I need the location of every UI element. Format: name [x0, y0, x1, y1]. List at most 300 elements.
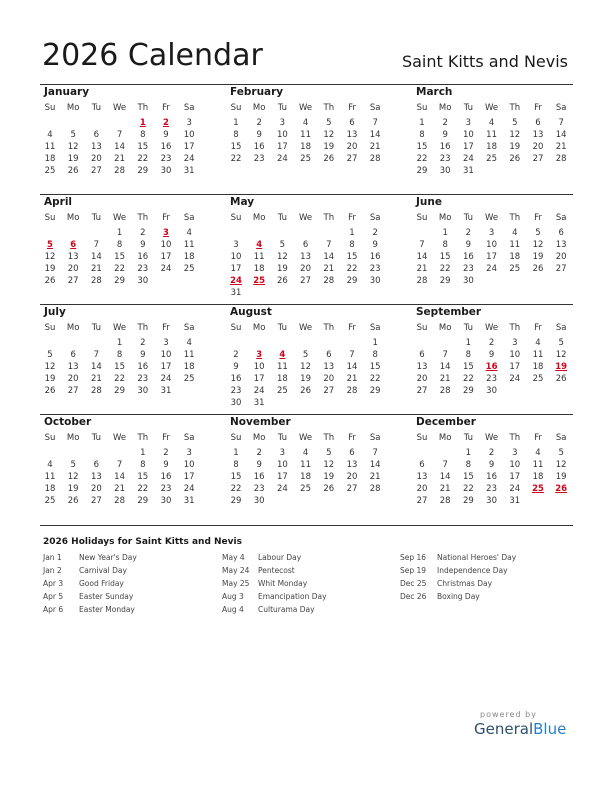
day-cell: 22: [462, 484, 474, 494]
day-cell: 8: [140, 130, 146, 140]
weekday-label: Fr: [162, 213, 170, 223]
holiday-date: Aug 3: [222, 592, 244, 601]
day-cell: 8: [442, 240, 448, 250]
day-cell: 28: [439, 386, 451, 396]
day-cell: 29: [137, 166, 149, 176]
holiday-name: Christmas Day: [437, 579, 493, 588]
day-cell: 23: [253, 154, 265, 164]
holiday-name: Independence Day: [437, 566, 508, 575]
holiday-day-cell: 25: [532, 484, 544, 494]
day-cell: 29: [114, 276, 125, 286]
weekday-label: Tu: [463, 213, 474, 223]
day-cell: 3: [279, 448, 286, 458]
day-cell: 23: [462, 264, 474, 274]
day-cell: 1: [233, 118, 239, 128]
day-cell: 31: [253, 398, 265, 408]
weekday-label: Tu: [463, 433, 474, 443]
month-name: May: [230, 196, 255, 208]
brand-blue: Blue: [533, 720, 567, 738]
day-cell: 29: [439, 276, 451, 286]
day-cell: 17: [183, 472, 195, 482]
weekday-label: Sa: [183, 103, 195, 113]
day-cell: 7: [93, 350, 100, 360]
weekday-label: Su: [230, 433, 242, 443]
day-cell: 22: [439, 264, 451, 274]
day-cell: 17: [509, 472, 521, 482]
day-cell: 15: [346, 252, 358, 262]
day-cell: 22: [230, 154, 242, 164]
holiday-date: Aug 4: [222, 605, 244, 614]
day-cell: 25: [183, 264, 195, 274]
brand-general: General: [474, 720, 534, 738]
day-cell: 29: [346, 276, 358, 286]
powered-by-text: powered by: [480, 710, 537, 719]
month-name: October: [44, 416, 92, 428]
weekday-label: Fr: [348, 433, 356, 443]
holiday-name: Culturama Day: [258, 605, 315, 614]
day-cell: 6: [349, 448, 355, 458]
day-cell: 21: [369, 142, 381, 152]
weekday-label: Th: [137, 433, 149, 443]
day-cell: 24: [276, 484, 288, 494]
day-cell: 4: [512, 228, 518, 238]
weekday-label: Sa: [369, 433, 381, 443]
day-cell: 23: [160, 154, 172, 164]
day-cell: 4: [47, 130, 53, 140]
day-cell: 4: [488, 118, 495, 128]
holiday-day-cell: 2: [163, 118, 169, 128]
day-cell: 12: [67, 142, 79, 152]
weekday-label: Su: [44, 213, 56, 223]
weekday-label: Su: [416, 213, 428, 223]
day-cell: 9: [488, 460, 495, 470]
day-cell: 13: [555, 240, 567, 250]
divider: [40, 525, 573, 526]
day-cell: 27: [67, 276, 79, 286]
day-cell: 27: [532, 154, 544, 164]
day-cell: 28: [90, 276, 102, 286]
holiday-date: Jan 1: [43, 553, 62, 562]
day-cell: 4: [186, 338, 192, 348]
day-cell: 24: [253, 386, 265, 396]
day-cell: 1: [233, 448, 239, 458]
day-cell: 12: [555, 350, 567, 360]
day-cell: 19: [276, 264, 288, 274]
day-cell: 4: [535, 338, 541, 348]
month-name: September: [416, 306, 482, 318]
holiday-day-cell: 16: [485, 362, 498, 372]
day-cell: 13: [67, 362, 79, 372]
day-cell: 15: [416, 142, 428, 152]
holiday-day-cell: 19: [555, 362, 568, 372]
day-cell: 12: [509, 130, 521, 140]
day-cell: 26: [67, 496, 79, 506]
day-cell: 24: [160, 264, 172, 274]
day-cell: 26: [276, 276, 288, 286]
day-cell: 11: [532, 350, 544, 360]
day-cell: 25: [486, 154, 497, 164]
day-cell: 24: [486, 264, 497, 274]
day-cell: 13: [90, 142, 102, 152]
day-cell: 30: [462, 276, 474, 286]
day-cell: 11: [486, 130, 497, 140]
day-cell: 13: [323, 362, 335, 372]
day-cell: 30: [160, 166, 172, 176]
weekday-label: We: [113, 103, 127, 113]
generalblue-logo[interactable]: [474, 720, 566, 738]
weekday-label: Mo: [252, 323, 266, 333]
weekday-label: Su: [416, 433, 428, 443]
day-cell: 24: [509, 484, 521, 494]
day-cell: 23: [230, 386, 242, 396]
weekday-label: Tu: [463, 323, 474, 333]
day-cell: 14: [416, 252, 428, 262]
weekday-label: We: [113, 213, 127, 223]
day-cell: 30: [369, 276, 381, 286]
day-cell: 15: [137, 142, 149, 152]
day-cell: 5: [558, 338, 564, 348]
weekday-label: Sa: [369, 213, 381, 223]
day-cell: 29: [462, 496, 474, 506]
holiday-day-cell: 24: [230, 276, 242, 286]
day-cell: 10: [230, 252, 242, 262]
day-cell: 19: [44, 264, 56, 274]
holiday-day-cell: 6: [70, 240, 77, 250]
weekday-label: Mo: [438, 103, 452, 113]
day-cell: 5: [70, 460, 76, 470]
holiday-name: Good Friday: [79, 579, 124, 588]
day-cell: 1: [349, 228, 355, 238]
day-cell: 8: [233, 460, 239, 470]
holiday-name: Labour Day: [258, 553, 302, 562]
day-cell: 19: [67, 484, 79, 494]
day-cell: 4: [47, 460, 53, 470]
weekday-label: Th: [509, 103, 521, 113]
day-cell: 15: [137, 472, 149, 482]
day-cell: 21: [90, 264, 102, 274]
weekday-label: Fr: [534, 433, 542, 443]
day-cell: 25: [300, 484, 311, 494]
day-cell: 14: [439, 362, 451, 372]
month-row-divider: [40, 84, 573, 85]
day-cell: 23: [137, 374, 149, 384]
day-cell: 18: [253, 264, 265, 274]
day-cell: 17: [276, 472, 288, 482]
day-cell: 6: [349, 118, 355, 128]
day-cell: 3: [279, 118, 286, 128]
holiday-name: National Heroes' Day: [437, 553, 517, 562]
day-cell: 12: [276, 252, 288, 262]
day-cell: 9: [256, 460, 262, 470]
holiday-name: Pentecost: [258, 566, 295, 575]
day-cell: 14: [90, 252, 102, 262]
day-cell: 30: [486, 386, 497, 396]
weekday-label: Su: [44, 433, 56, 443]
holiday-day-cell: 3: [163, 228, 169, 238]
weekday-label: We: [299, 103, 313, 113]
day-cell: 26: [323, 154, 335, 164]
day-cell: 10: [462, 130, 474, 140]
day-cell: 9: [163, 130, 169, 140]
day-cell: 23: [253, 484, 265, 494]
day-cell: 18: [509, 252, 521, 262]
day-cell: 24: [276, 154, 288, 164]
weekday-label: Fr: [162, 323, 170, 333]
day-cell: 10: [276, 460, 288, 470]
day-cell: 27: [346, 154, 358, 164]
day-cell: 18: [532, 362, 544, 372]
day-cell: 22: [114, 374, 125, 384]
day-cell: 19: [300, 374, 311, 384]
day-cell: 3: [163, 338, 169, 348]
weekday-label: Su: [230, 103, 242, 113]
day-cell: 2: [256, 448, 262, 458]
day-cell: 16: [369, 252, 381, 262]
day-cell: 1: [116, 228, 123, 238]
day-cell: 7: [419, 240, 425, 250]
holiday-name: Easter Sunday: [79, 592, 134, 601]
day-cell: 11: [44, 142, 56, 152]
day-cell: 18: [44, 484, 56, 494]
day-cell: 19: [323, 472, 335, 482]
day-cell: 13: [532, 130, 544, 140]
day-cell: 6: [302, 240, 309, 250]
day-cell: 16: [160, 142, 172, 152]
day-cell: 26: [44, 276, 56, 286]
day-cell: 11: [183, 240, 195, 250]
day-cell: 18: [183, 252, 195, 262]
day-cell: 30: [253, 496, 265, 506]
day-cell: 27: [323, 386, 335, 396]
day-cell: 16: [253, 472, 265, 482]
month-row-divider: [40, 304, 573, 305]
weekday-label: Mo: [252, 213, 266, 223]
day-cell: 15: [230, 472, 242, 482]
day-cell: 20: [90, 154, 102, 164]
day-cell: 7: [93, 240, 100, 250]
day-cell: 9: [256, 130, 262, 140]
day-cell: 1: [465, 448, 472, 458]
day-cell: 14: [369, 460, 381, 470]
day-cell: 17: [276, 142, 288, 152]
day-cell: 6: [419, 460, 425, 470]
day-cell: 6: [326, 350, 332, 360]
day-cell: 8: [349, 240, 355, 250]
day-cell: 5: [279, 240, 286, 250]
day-cell: 18: [183, 362, 195, 372]
day-cell: 6: [558, 228, 564, 238]
weekday-label: Sa: [183, 433, 195, 443]
day-cell: 26: [44, 386, 56, 396]
day-cell: 22: [114, 264, 125, 274]
page-title: 2026 Calendar: [42, 38, 263, 73]
day-cell: 29: [369, 386, 381, 396]
day-cell: 21: [114, 154, 125, 164]
day-cell: 9: [163, 460, 169, 470]
day-cell: 3: [512, 338, 518, 348]
weekday-label: Th: [323, 323, 335, 333]
day-cell: 7: [349, 350, 355, 360]
holiday-date: Sep 16: [400, 553, 427, 562]
day-cell: 30: [160, 496, 172, 506]
day-cell: 22: [137, 154, 149, 164]
weekday-label: Tu: [91, 433, 102, 443]
holiday-date: Apr 3: [43, 579, 64, 588]
day-cell: 27: [346, 484, 358, 494]
weekday-label: Tu: [277, 323, 288, 333]
day-cell: 9: [442, 130, 448, 140]
day-cell: 25: [44, 496, 56, 506]
weekday-label: Mo: [66, 103, 80, 113]
day-cell: 28: [555, 154, 567, 164]
day-cell: 20: [346, 142, 358, 152]
day-cell: 25: [44, 166, 56, 176]
day-cell: 18: [276, 374, 288, 384]
day-cell: 17: [462, 142, 474, 152]
weekday-label: Mo: [438, 213, 452, 223]
day-cell: 28: [323, 276, 335, 286]
weekday-label: Tu: [91, 103, 102, 113]
weekday-label: Sa: [555, 103, 567, 113]
day-cell: 1: [116, 338, 123, 348]
weekday-label: We: [485, 323, 499, 333]
weekday-label: Th: [323, 103, 335, 113]
day-cell: 25: [183, 374, 195, 384]
day-cell: 16: [137, 362, 149, 372]
day-cell: 18: [300, 472, 311, 482]
day-cell: 14: [439, 472, 451, 482]
day-cell: 21: [346, 374, 358, 384]
day-cell: 24: [160, 374, 172, 384]
day-cell: 27: [90, 166, 102, 176]
day-cell: 23: [439, 154, 451, 164]
weekday-label: Sa: [555, 433, 567, 443]
day-cell: 15: [369, 362, 381, 372]
holiday-date: Apr 6: [43, 605, 64, 614]
day-cell: 12: [555, 460, 567, 470]
day-cell: 13: [416, 472, 428, 482]
day-cell: 6: [93, 460, 100, 470]
day-cell: 6: [535, 118, 541, 128]
weekday-label: Th: [509, 433, 521, 443]
day-cell: 2: [372, 228, 378, 238]
weekday-label: Tu: [277, 433, 288, 443]
day-cell: 26: [509, 154, 521, 164]
holiday-date: Dec 26: [400, 592, 427, 601]
day-cell: 18: [486, 142, 497, 152]
day-cell: 5: [535, 228, 541, 238]
day-cell: 2: [488, 338, 495, 348]
day-cell: 3: [465, 118, 472, 128]
day-cell: 11: [300, 130, 311, 140]
holiday-day-cell: 4: [256, 240, 263, 250]
day-cell: 17: [253, 374, 265, 384]
day-cell: 27: [90, 496, 102, 506]
weekday-label: Su: [44, 103, 56, 113]
day-cell: 21: [369, 472, 381, 482]
day-cell: 24: [509, 374, 521, 384]
day-cell: 10: [253, 362, 265, 372]
weekday-label: We: [299, 433, 313, 443]
weekday-label: Th: [323, 213, 335, 223]
weekday-label: We: [299, 213, 313, 223]
day-cell: 24: [183, 154, 195, 164]
day-cell: 27: [555, 264, 567, 274]
weekday-label: Su: [230, 213, 242, 223]
day-cell: 17: [160, 252, 172, 262]
holiday-date: Apr 5: [43, 592, 64, 601]
day-cell: 25: [509, 264, 521, 274]
holiday-day-cell: 5: [47, 240, 53, 250]
day-cell: 22: [369, 374, 381, 384]
day-cell: 24: [183, 484, 195, 494]
weekday-label: Mo: [438, 433, 452, 443]
day-cell: 26: [67, 166, 79, 176]
weekday-label: Su: [44, 323, 56, 333]
day-cell: 10: [509, 350, 521, 360]
day-cell: 31: [183, 496, 195, 506]
day-cell: 18: [532, 472, 544, 482]
day-cell: 16: [486, 472, 497, 482]
day-cell: 3: [186, 448, 192, 458]
weekday-label: Mo: [438, 323, 452, 333]
day-cell: 7: [442, 460, 448, 470]
holiday-name: Boxing Day: [437, 592, 480, 601]
holiday-day-cell: 26: [555, 484, 568, 494]
day-cell: 31: [183, 166, 195, 176]
day-cell: 23: [160, 484, 172, 494]
weekday-label: Fr: [348, 213, 356, 223]
day-cell: 10: [509, 460, 521, 470]
holiday-date: Jan 2: [43, 566, 62, 575]
weekday-label: Mo: [66, 213, 80, 223]
day-cell: 16: [137, 252, 149, 262]
day-cell: 20: [300, 264, 311, 274]
weekday-label: Sa: [369, 323, 381, 333]
day-cell: 8: [233, 130, 239, 140]
holiday-date: May 4: [222, 553, 245, 562]
weekday-label: We: [485, 213, 499, 223]
day-cell: 20: [67, 374, 79, 384]
month-name: December: [416, 416, 476, 428]
weekday-label: Sa: [369, 103, 381, 113]
day-cell: 26: [323, 484, 335, 494]
day-cell: 10: [160, 350, 172, 360]
day-cell: 23: [369, 264, 381, 274]
weekday-label: Sa: [183, 323, 195, 333]
day-cell: 5: [47, 350, 53, 360]
day-cell: 15: [439, 252, 451, 262]
day-cell: 9: [233, 362, 239, 372]
day-cell: 14: [114, 142, 125, 152]
day-cell: 29: [416, 166, 428, 176]
holiday-name: Easter Monday: [79, 605, 135, 614]
day-cell: 27: [416, 386, 428, 396]
day-cell: 28: [346, 386, 358, 396]
day-cell: 22: [462, 374, 474, 384]
day-cell: 11: [276, 362, 288, 372]
day-cell: 29: [137, 496, 149, 506]
day-cell: 9: [140, 240, 146, 250]
day-cell: 3: [512, 448, 518, 458]
day-cell: 8: [465, 350, 472, 360]
month-name: January: [44, 86, 90, 98]
day-cell: 20: [346, 472, 358, 482]
day-cell: 28: [416, 276, 428, 286]
holiday-name: Carnival Day: [79, 566, 127, 575]
day-cell: 11: [44, 472, 56, 482]
day-cell: 1: [140, 448, 146, 458]
